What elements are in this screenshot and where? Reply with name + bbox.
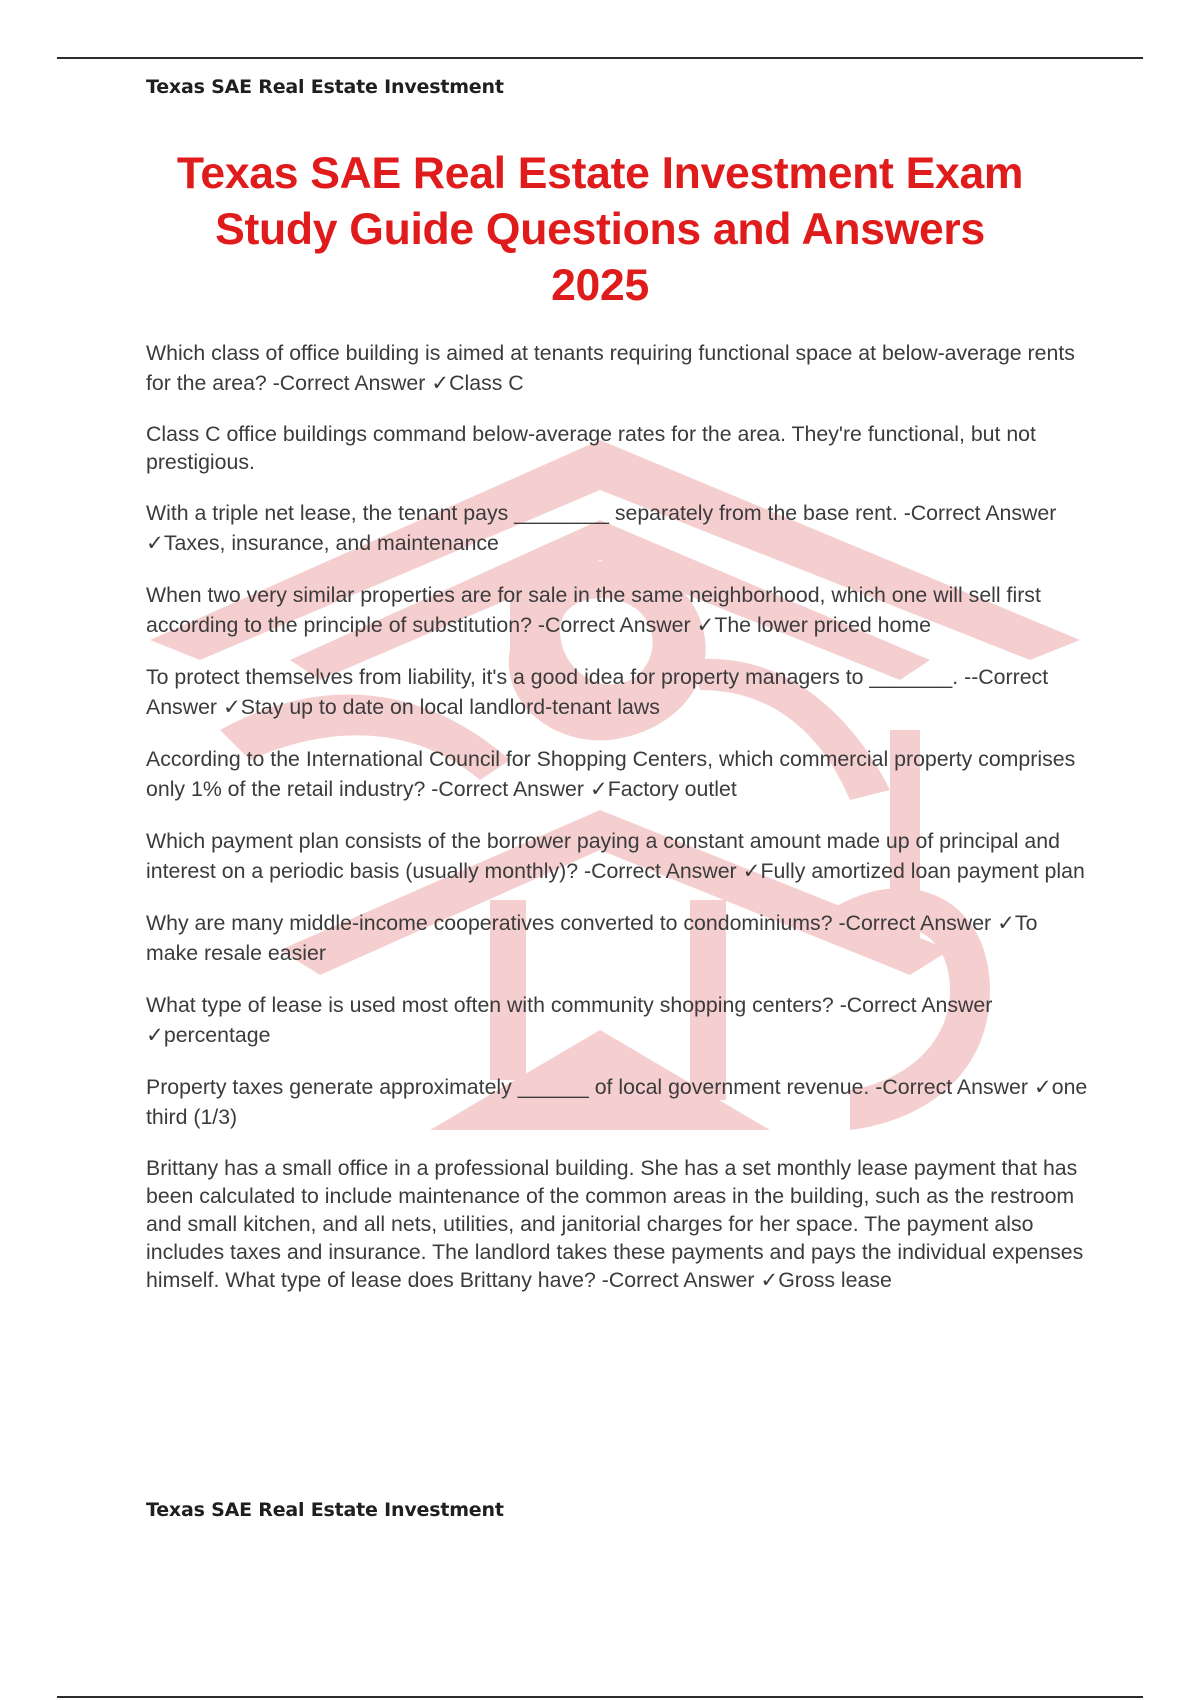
qa-item-10 — [146, 1072, 1092, 1132]
qa-item-8 — [146, 908, 1092, 968]
answer-text: To make resale easier — [146, 911, 1038, 965]
answer-text: Taxes, insurance, and maintenance — [163, 531, 499, 555]
qa-item-7 — [146, 826, 1092, 886]
check-mark-icon: ✓ — [696, 613, 715, 637]
top-rule — [57, 57, 1143, 59]
answer-prefix: -Correct Answer — [601, 1268, 761, 1292]
check-mark-icon: ✓ — [1033, 1075, 1052, 1099]
title-line-1: Texas SAE Real Estate Investment Exam — [176, 149, 1024, 198]
check-mark-icon: ✓ — [222, 695, 241, 719]
question-text: According to the International Council for Shopping Centers, which commercial property comprises only 1% of the retail industry? — [146, 747, 1076, 801]
title-line-3: 2025 — [551, 261, 649, 310]
question-text: To protect themselves from liability, it's a good idea for property managers to _______. - — [146, 665, 972, 689]
explanation-text: Class C office buildings command below-average rates for the area. They're functional, but not prestigious. — [146, 422, 1036, 474]
check-mark-icon: ✓ — [589, 777, 608, 801]
question-text: Brittany has a small office in a professional building. She has a set monthly lease payment that has been calculated to include maintenance of the common areas in the building, such as the restroom and small kitchen, and all nets, utilities, and janitorial charges for her space. The payment also includes taxes and insurance. The landlord takes these payments and pays the individual expenses himself. What type of lease does Brittany have? — [146, 1156, 1084, 1292]
question-text: Property taxes generate approximately ______ of local government revenue. — [146, 1075, 876, 1099]
qa-item-4 — [146, 580, 1092, 640]
title-line-2: Study Guide Questions and Answers — [215, 205, 985, 254]
question-text: Which payment plan consists of the borrower paying a constant amount made up of principal and interest on a periodic basis (usually monthly)? — [146, 829, 1060, 883]
qa-item-11 — [146, 1154, 1092, 1294]
answer-prefix: -Correct Answer — [583, 859, 743, 883]
qa-item-3 — [146, 498, 1092, 558]
answer-text: Gross lease — [778, 1268, 892, 1292]
answer-text: percentage — [163, 1023, 271, 1047]
question-text: Why are many middle-income cooperatives converted to condominiums? — [146, 911, 839, 935]
check-mark-icon: ✓ — [146, 1023, 164, 1047]
check-mark-icon: ✓ — [997, 911, 1015, 935]
qa-item-1 — [146, 338, 1092, 398]
answer-text: Stay up to date on local landlord-tenant laws — [240, 695, 660, 719]
answer-text: one third (1/3) — [146, 1075, 1088, 1129]
answer-text: Fully amortized loan payment plan — [760, 859, 1085, 883]
answer-prefix: -Correct Answer — [875, 1075, 1034, 1099]
answer-prefix: -Correct Answer — [537, 613, 697, 637]
answer-text: Class C — [449, 371, 524, 395]
check-mark-icon: ✓ — [760, 1268, 779, 1292]
answer-prefix: -Correct Answer — [272, 371, 432, 395]
question-text: Which class of office building is aimed at tenants requiring functional space at below-average rents for the area? — [146, 341, 1075, 395]
answer-prefix: -Correct Answer — [431, 777, 590, 801]
answer-text: Factory outlet — [607, 777, 737, 801]
page-title — [120, 146, 1080, 314]
qa-item-2 — [146, 420, 1092, 476]
running-footer: Texas SAE Real Estate Investment — [146, 1499, 504, 1521]
check-mark-icon: ✓ — [742, 859, 761, 883]
question-text: With a triple net lease, the tenant pays ________ separately from the base rent. — [146, 501, 904, 525]
question-text: What type of lease is used most often with community shopping centers? — [146, 993, 840, 1017]
question-text: When two very similar properties are for sale in the same neighborhood, which one will sell first according to the principle of substitution? — [146, 583, 1041, 637]
qa-item-9 — [146, 990, 1092, 1050]
answer-prefix: -Correct Answer — [839, 993, 993, 1017]
qa-list — [146, 338, 1092, 1316]
answer-prefix: -Correct Answer — [903, 501, 1057, 525]
answer-text: The lower priced home — [714, 613, 931, 637]
qa-item-6 — [146, 744, 1092, 804]
qa-item-5 — [146, 662, 1092, 722]
answer-prefix: -Correct Answer — [146, 665, 1049, 719]
check-mark-icon: ✓ — [431, 371, 450, 395]
running-header: Texas SAE Real Estate Investment — [146, 76, 504, 98]
check-mark-icon: ✓ — [146, 531, 164, 555]
answer-prefix: -Correct Answer — [838, 911, 998, 935]
bottom-rule — [57, 1696, 1143, 1698]
